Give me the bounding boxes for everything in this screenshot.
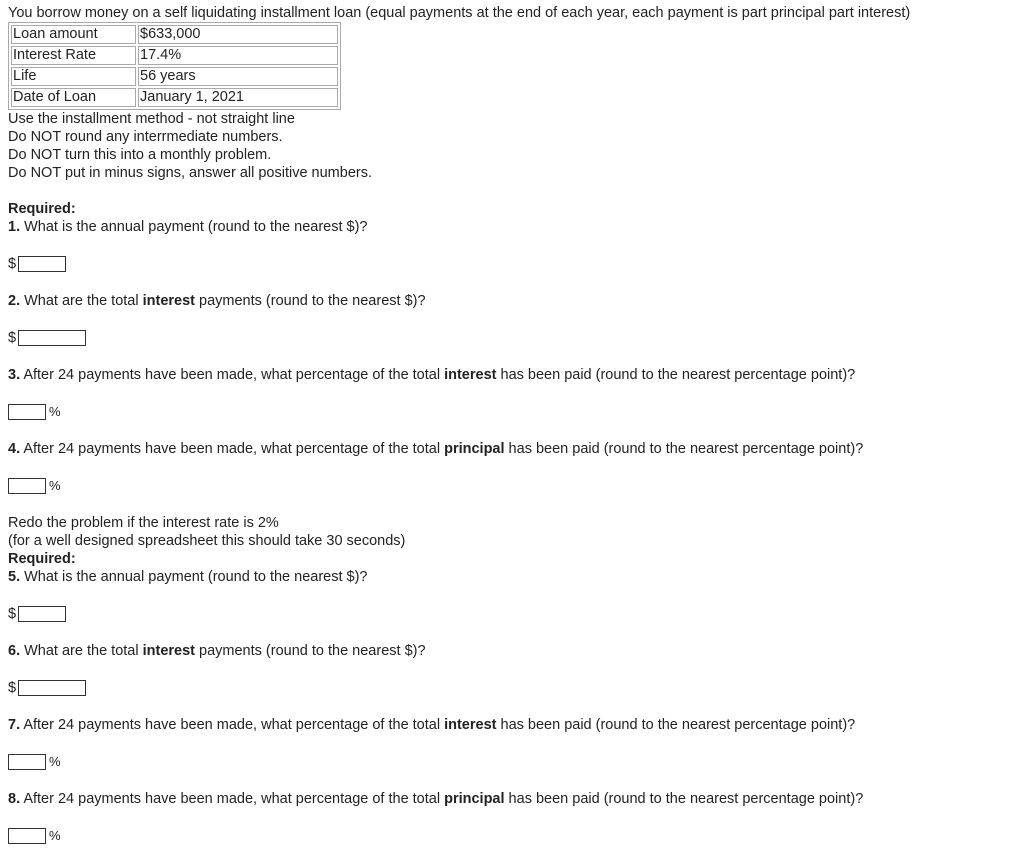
question-text: After 24 payments have been made, what percentage of the total: [20, 367, 445, 383]
table-row: [11, 67, 338, 86]
question-7: [8, 716, 1005, 734]
question-4: [8, 440, 1005, 458]
table-value: 17.4%: [138, 46, 338, 65]
table-row: [11, 46, 338, 65]
percent-sign: %: [49, 828, 61, 843]
answer-5-input[interactable]: [18, 606, 66, 622]
question-text: After 24 payments have been made, what percentage of the total: [20, 441, 445, 457]
question-2: [8, 292, 1005, 310]
question-text: has been paid (round to the nearest percentage point)?: [504, 791, 864, 807]
question-5: [8, 568, 1005, 586]
question-text: What is the annual payment (round to the nearest $)?: [20, 219, 368, 235]
table-value: $633,000: [138, 25, 338, 44]
question-emphasis: interest: [142, 643, 195, 659]
table-label: Loan amount: [11, 25, 136, 44]
answer-8-input[interactable]: [8, 828, 46, 844]
question-text: What is the annual payment (round to the nearest $)?: [20, 569, 368, 585]
question-number: 3.: [8, 367, 21, 383]
question-number: 4.: [8, 441, 21, 457]
question-emphasis: interest: [142, 293, 195, 309]
question-text: After 24 payments have been made, what percentage of the total: [20, 717, 445, 733]
required-label: Required:: [8, 551, 76, 567]
question-number: 6.: [8, 643, 21, 659]
question-text: payments (round to the nearest $)?: [195, 293, 426, 309]
question-6: [8, 642, 1005, 660]
question-number: 8.: [8, 791, 21, 807]
question-number: 2.: [8, 293, 21, 309]
question-emphasis: interest: [444, 367, 497, 383]
answer-4-input[interactable]: [8, 478, 46, 494]
table-label: Life: [11, 67, 136, 86]
table-value: 56 years: [138, 67, 338, 86]
table-label: Date of Loan: [11, 88, 136, 107]
table-value: January 1, 2021: [138, 88, 338, 107]
question-text: has been paid (round to the nearest percentage point)?: [496, 717, 856, 733]
dollar-sign: $: [8, 256, 17, 272]
answer-2-input[interactable]: [18, 330, 86, 346]
answer-1-input[interactable]: [18, 256, 66, 272]
dollar-sign: $: [8, 330, 17, 346]
question-emphasis: principal: [444, 441, 505, 457]
redo-text: Redo the problem if the interest rate is 2%: [8, 515, 279, 531]
table-row: [11, 88, 338, 107]
question-text: has been paid (round to the nearest percentage point)?: [496, 367, 856, 383]
question-number: 7.: [8, 717, 21, 733]
question-emphasis: principal: [444, 791, 505, 807]
instruction-line: Do NOT put in minus signs, answer all positive numbers.: [8, 165, 372, 181]
percent-sign: %: [49, 404, 61, 419]
question-1: [8, 218, 1005, 236]
question-3: [8, 366, 1005, 384]
dollar-sign: $: [8, 680, 17, 696]
intro-text: You borrow money on a self liquidating installment loan (equal payments at the end of each year, each payment is part principal part interest): [8, 5, 911, 21]
question-number: 5.: [8, 569, 21, 585]
instruction-line: Do NOT round any interrmediate numbers.: [8, 129, 283, 145]
question-text: has been paid (round to the nearest percentage point)?: [504, 441, 864, 457]
percent-sign: %: [49, 478, 61, 493]
question-text: payments (round to the nearest $)?: [195, 643, 426, 659]
question-number: 1.: [8, 219, 21, 235]
question-text: What are the total: [20, 293, 143, 309]
instruction-line: Do NOT turn this into a monthly problem.: [8, 147, 272, 163]
question-text: What are the total: [20, 643, 143, 659]
question-text: After 24 payments have been made, what percentage of the total: [20, 791, 445, 807]
table-label: Interest Rate: [11, 46, 136, 65]
given-table: [8, 22, 341, 110]
answer-7-input[interactable]: [8, 754, 46, 770]
instruction-line: Use the installment method - not straight line: [8, 111, 295, 127]
required-label: Required:: [8, 201, 76, 217]
question-emphasis: interest: [444, 717, 497, 733]
answer-6-input[interactable]: [18, 680, 86, 696]
question-8: [8, 790, 1005, 808]
redo-note: (for a well designed spreadsheet this should take 30 seconds): [8, 533, 406, 549]
percent-sign: %: [49, 754, 61, 769]
dollar-sign: $: [8, 606, 17, 622]
answer-3-input[interactable]: [8, 404, 46, 420]
table-row: [11, 25, 338, 44]
